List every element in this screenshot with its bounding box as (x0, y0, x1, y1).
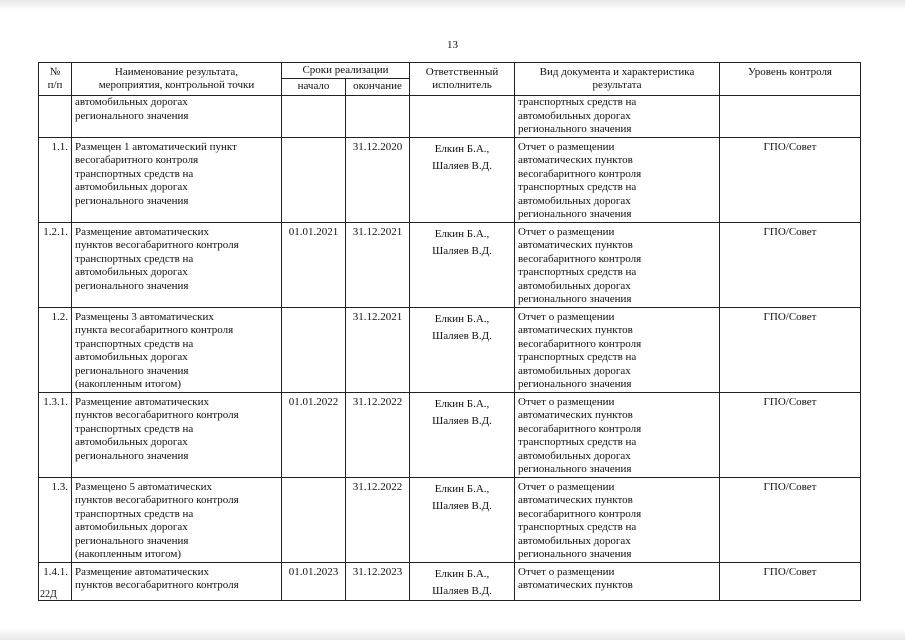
row-number: 1.1. (39, 137, 72, 222)
row-document-line: автоматических пунктов (518, 239, 633, 251)
cont-doc-line: автомобильных дорогах (518, 109, 631, 122)
cont-start (282, 96, 346, 138)
row-name-line: транспортных средств на (75, 337, 194, 350)
row-start-date: 01.01.2021 (282, 222, 346, 307)
row-end-date: 31.12.2022 (346, 477, 410, 562)
row-document-line: транспортных средств на (518, 436, 637, 448)
row-name-line: регионального значения (75, 534, 189, 547)
header-name-line: мероприятия, контрольной точки (98, 79, 255, 91)
table-row (39, 477, 861, 562)
row-executor (410, 137, 515, 222)
row-name-line: весогабаритного контроля (75, 154, 199, 166)
row-executor-line: Шаляев В.Д. (432, 244, 492, 257)
header-doc-line: результата (592, 79, 642, 91)
row-name-line: автомобильных дорогах (75, 351, 188, 363)
row-name-line: автомобильных дорогах (75, 266, 188, 278)
cont-name-line: регионального значения (75, 109, 189, 122)
row-name-line: пунктов весогабаритного контроля (75, 239, 239, 251)
row-name (72, 477, 282, 562)
row-name-line: регионального значения (75, 279, 189, 292)
row-executor-line: Шаляев В.Д. (432, 584, 492, 597)
row-executor (410, 222, 515, 307)
header-doc-line: Вид документа и характеристика (539, 65, 695, 78)
row-document-line: автомобильных дорогах (518, 364, 631, 377)
row-document-line: регионального значения (518, 548, 632, 560)
row-number: 1.3. (39, 477, 72, 562)
row-start-date: 01.01.2022 (282, 392, 346, 477)
page-number: 13 (447, 39, 458, 51)
row-name-line: Размещение автоматических (75, 565, 210, 578)
cont-doc-line: регионального значения (518, 123, 632, 135)
row-document-line: автомобильных дорогах (518, 279, 631, 292)
row-executor-line: Шаляев В.Д. (432, 499, 492, 512)
row-document-line: Отчет о размещении (518, 310, 615, 323)
row-document-line: автоматических пунктов (518, 324, 633, 336)
row-executor-line: Елкин Б.А., (434, 397, 490, 410)
row-document-line: весогабаритного контроля (518, 167, 642, 180)
row-name-line: регионального значения (75, 449, 189, 462)
row-executor-line: Елкин Б.А., (434, 482, 490, 495)
row-start-date (282, 137, 346, 222)
row-name-line: Размещение автоматических (75, 225, 210, 238)
header-level: Уровень контроля (720, 63, 861, 96)
cont-level (720, 96, 861, 138)
row-executor (410, 392, 515, 477)
row-document-line: автоматических пунктов (518, 579, 633, 591)
row-end-date: 31.12.2022 (346, 392, 410, 477)
header-name (72, 63, 282, 96)
table-row (39, 562, 861, 600)
row-name-line: транспортных средств на (75, 507, 194, 520)
row-number: 1.4.1. (39, 562, 72, 600)
row-document (515, 137, 720, 222)
scan-edge-top (0, 0, 905, 10)
cont-doc-line: транспортных средств на (518, 96, 637, 108)
row-document-line: транспортных средств на (518, 266, 637, 278)
row-document-line: транспортных средств на (518, 351, 637, 363)
row-executor-line: Елкин Б.А., (434, 227, 490, 240)
row-name-line: (накопленным итогом) (75, 378, 182, 390)
row-end-date: 31.12.2021 (346, 307, 410, 392)
row-start-date (282, 477, 346, 562)
cont-name-line: автомобильных дорогах (75, 96, 188, 108)
row-document-line: регионального значения (518, 378, 632, 390)
header-end: окончание (346, 79, 410, 96)
row-control-level: ГПО/Совет (720, 222, 861, 307)
row-document-line: Отчет о размещении (518, 225, 615, 238)
row-number: 1.2.1. (39, 222, 72, 307)
row-document-line: автомобильных дорогах (518, 449, 631, 462)
row-name (72, 307, 282, 392)
row-document-line: Отчет о размещении (518, 140, 615, 153)
row-document-line: регионального значения (518, 293, 632, 305)
row-name-line: Размещен 1 автоматический пункт (75, 140, 237, 153)
footer-code: 22Д (40, 589, 57, 600)
row-document-line: Отчет о размещении (518, 480, 615, 493)
row-document-line: автомобильных дорогах (518, 194, 631, 207)
row-name-line: транспортных средств на (75, 167, 194, 180)
row-executor (410, 477, 515, 562)
cont-name (72, 96, 282, 138)
cont-executor (410, 96, 515, 138)
header-executor (410, 63, 515, 96)
row-end-date: 31.12.2020 (346, 137, 410, 222)
header-row-top (39, 63, 861, 79)
row-name-line: транспортных средств на (75, 422, 194, 435)
table-row (39, 307, 861, 392)
header-num-line: п/п (47, 79, 63, 91)
row-name-line: автомобильных дорогах (75, 181, 188, 193)
row-control-level: ГПО/Совет (720, 392, 861, 477)
row-document-line: транспортных средств на (518, 181, 637, 193)
table-row (39, 137, 861, 222)
header-doc (515, 63, 720, 96)
row-name-line: (накопленным итогом) (75, 548, 182, 560)
row-executor-line: Елкин Б.А., (434, 142, 490, 155)
row-number: 1.3.1. (39, 392, 72, 477)
table-row (39, 222, 861, 307)
row-document-line: автоматических пунктов (518, 154, 633, 166)
row-end-date: 31.12.2023 (346, 562, 410, 600)
cont-num (39, 96, 72, 138)
row-name-line: регионального значения (75, 194, 189, 207)
row-name-line: автомобильных дорогах (75, 521, 188, 533)
row-name (72, 392, 282, 477)
cont-doc (515, 96, 720, 138)
row-document-line: весогабаритного контроля (518, 337, 642, 350)
header-period: Сроки реализации (282, 63, 410, 79)
row-document-line: весогабаритного контроля (518, 507, 642, 520)
row-executor-line: Шаляев В.Д. (432, 329, 492, 342)
row-name-line: пунктов весогабаритного контроля (75, 494, 239, 506)
row-name-line: Размещение автоматических (75, 395, 210, 408)
row-document (515, 477, 720, 562)
row-document (515, 307, 720, 392)
row-document-line: автоматических пунктов (518, 409, 633, 421)
row-name-line: Размещено 5 автоматических (75, 480, 213, 493)
row-name-line: пунктов весогабаритного контроля (75, 409, 239, 421)
row-control-level: ГПО/Совет (720, 562, 861, 600)
control-points-table (38, 62, 861, 601)
table-row (39, 392, 861, 477)
row-name-line: транспортных средств на (75, 252, 194, 265)
row-name-line: пункта весогабаритного контроля (75, 324, 234, 336)
row-control-level: ГПО/Совет (720, 137, 861, 222)
row-number: 1.2. (39, 307, 72, 392)
header-start: начало (282, 79, 346, 96)
row-document-line: весогабаритного контроля (518, 252, 642, 265)
row-document-line: транспортных средств на (518, 521, 637, 533)
header-executor-line: Ответственный (425, 65, 499, 78)
row-executor-line: Шаляев В.Д. (432, 414, 492, 427)
row-document (515, 222, 720, 307)
continuation-row (39, 96, 861, 138)
row-executor-line: Шаляев В.Д. (432, 159, 492, 172)
row-name-line: пунктов весогабаритного контроля (75, 579, 239, 591)
row-name (72, 562, 282, 600)
row-document-line: автоматических пунктов (518, 494, 633, 506)
row-end-date: 31.12.2021 (346, 222, 410, 307)
cont-end (346, 96, 410, 138)
row-name-line: Размещены 3 автоматических (75, 310, 214, 323)
row-executor-line: Елкин Б.А., (434, 312, 490, 325)
row-control-level: ГПО/Совет (720, 307, 861, 392)
row-name (72, 222, 282, 307)
row-executor (410, 307, 515, 392)
header-name-line: Наименование результата, (114, 65, 239, 78)
row-document-line: регионального значения (518, 208, 632, 220)
scan-edge-bottom (0, 628, 905, 640)
row-document-line: регионального значения (518, 463, 632, 475)
row-control-level: ГПО/Совет (720, 477, 861, 562)
row-name-line: регионального значения (75, 364, 189, 377)
header-num-line: № (49, 65, 61, 78)
header-num (39, 63, 72, 96)
row-document-line: Отчет о размещении (518, 565, 615, 578)
row-document (515, 392, 720, 477)
row-name (72, 137, 282, 222)
row-start-date: 01.01.2023 (282, 562, 346, 600)
row-document (515, 562, 720, 600)
row-executor (410, 562, 515, 600)
header-executor-line: исполнитель (432, 79, 492, 91)
row-document-line: автомобильных дорогах (518, 534, 631, 547)
row-name-line: автомобильных дорогах (75, 436, 188, 448)
row-document-line: Отчет о размещении (518, 395, 615, 408)
row-document-line: весогабаритного контроля (518, 422, 642, 435)
row-executor-line: Елкин Б.А., (434, 567, 490, 580)
row-start-date (282, 307, 346, 392)
